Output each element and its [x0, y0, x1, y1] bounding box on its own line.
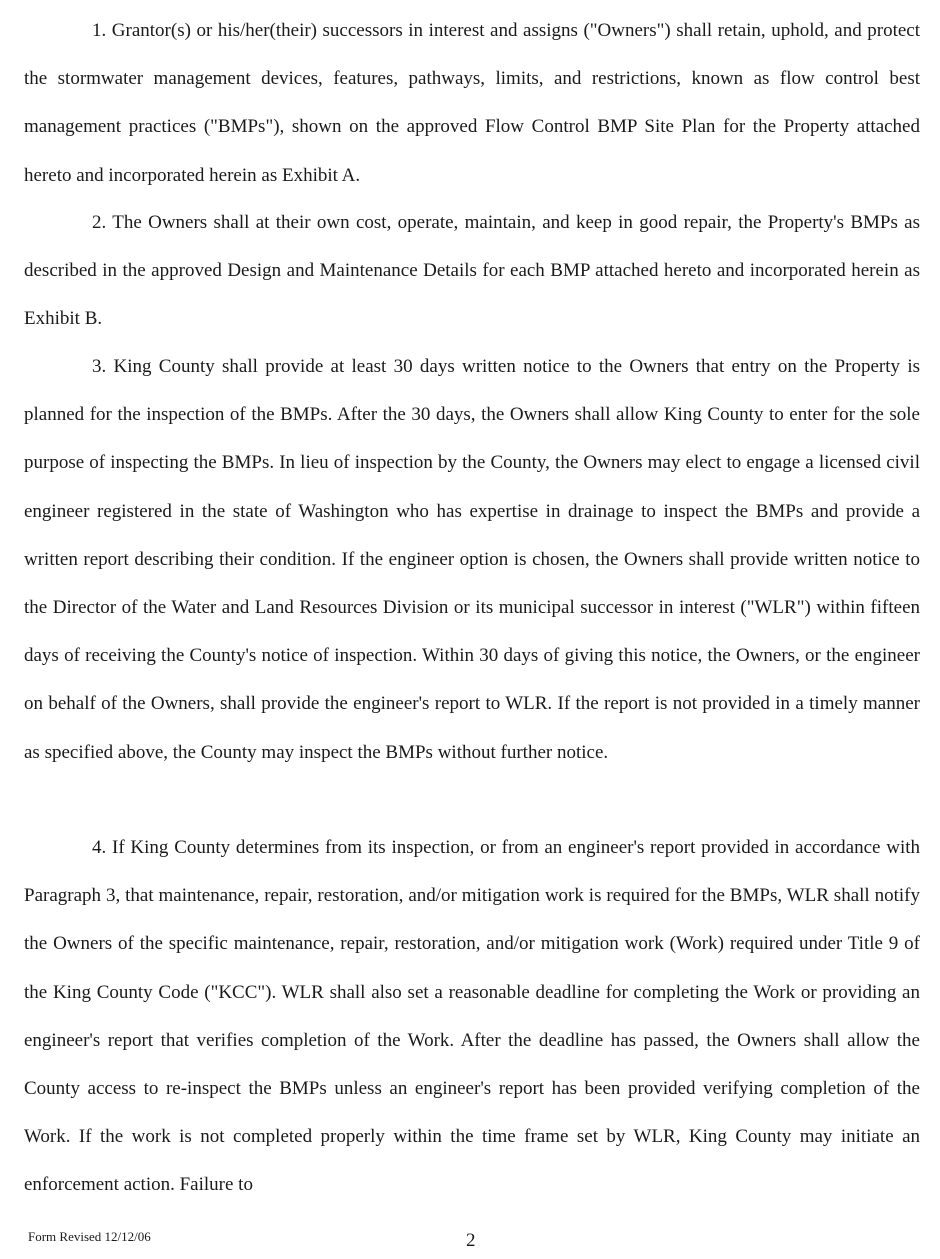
page-number: 2 — [466, 1230, 476, 1251]
paragraph-3: 3. King County shall provide at least 30 days written notice to the Owners that entry on the Property is planned for the inspection of the BMPs. After the 30 days, the Owners shall allow King County to enter for the sole purpose of inspecting the BMPs. In lieu of inspection by the County, the Owners may elect to engage a licensed civil engineer registered in the state of Washington who has expertise in drainage to inspect the BMPs and provide a written report describing their condition. If the engineer option is chosen, the Owners shall provide written notice to the Director of the Water and Land Resources Division or its municipal successor in interest ("WLR") within fifteen days of receiving the County's notice of inspection. Within 30 days of giving this notice, the Owners, or the engineer on behalf of the Owners, shall provide the engineer's report to WLR. If the report is not provided in a timely manner as specified above, the County may inspect the BMPs without further notice. — [24, 356, 920, 763]
paragraph-2: 2. The Owners shall at their own cost, operate, maintain, and keep in good repair, the Property's BMPs as described in the approved Design and Maintenance Details for each BMP attached hereto and incorporated herein as Exhibit B. — [24, 212, 920, 330]
paragraph-1: 1. Grantor(s) or his/her(their) successors in interest and assigns ("Owners") shall retain, uphold, and protect the stormwater management devices, features, pathways, limits, and restrictions, known as flow control best management practices ("BMPs"), shown on the approved Flow Control BMP Site Plan for the Property attached hereto and incorporated herein as Exhibit A. — [24, 20, 920, 186]
form-revised-footer: Form Revised 12/12/06 — [28, 1229, 151, 1244]
paragraph-4: 4. If King County determines from its inspection, or from an engineer's report provided in accordance with Paragraph 3, that maintenance, repair, restoration, and/or mitigation work is required for the BMPs, WLR shall notify the Owners of the specific maintenance, repair, restoration, and/or mitigation work (Work) required under Title 9 of the King County Code ("KCC"). WLR shall also set a reasonable deadline for completing the Work or providing an engineer's report that verifies completion of the Work. After the deadline has passed, the Owners shall allow the County access to re-inspect the BMPs unless an engineer's report has been provided verifying completion of the Work. If the work is not completed properly within the time frame set by WLR, King County may initiate an enforcement action. Failure to — [24, 837, 920, 1196]
